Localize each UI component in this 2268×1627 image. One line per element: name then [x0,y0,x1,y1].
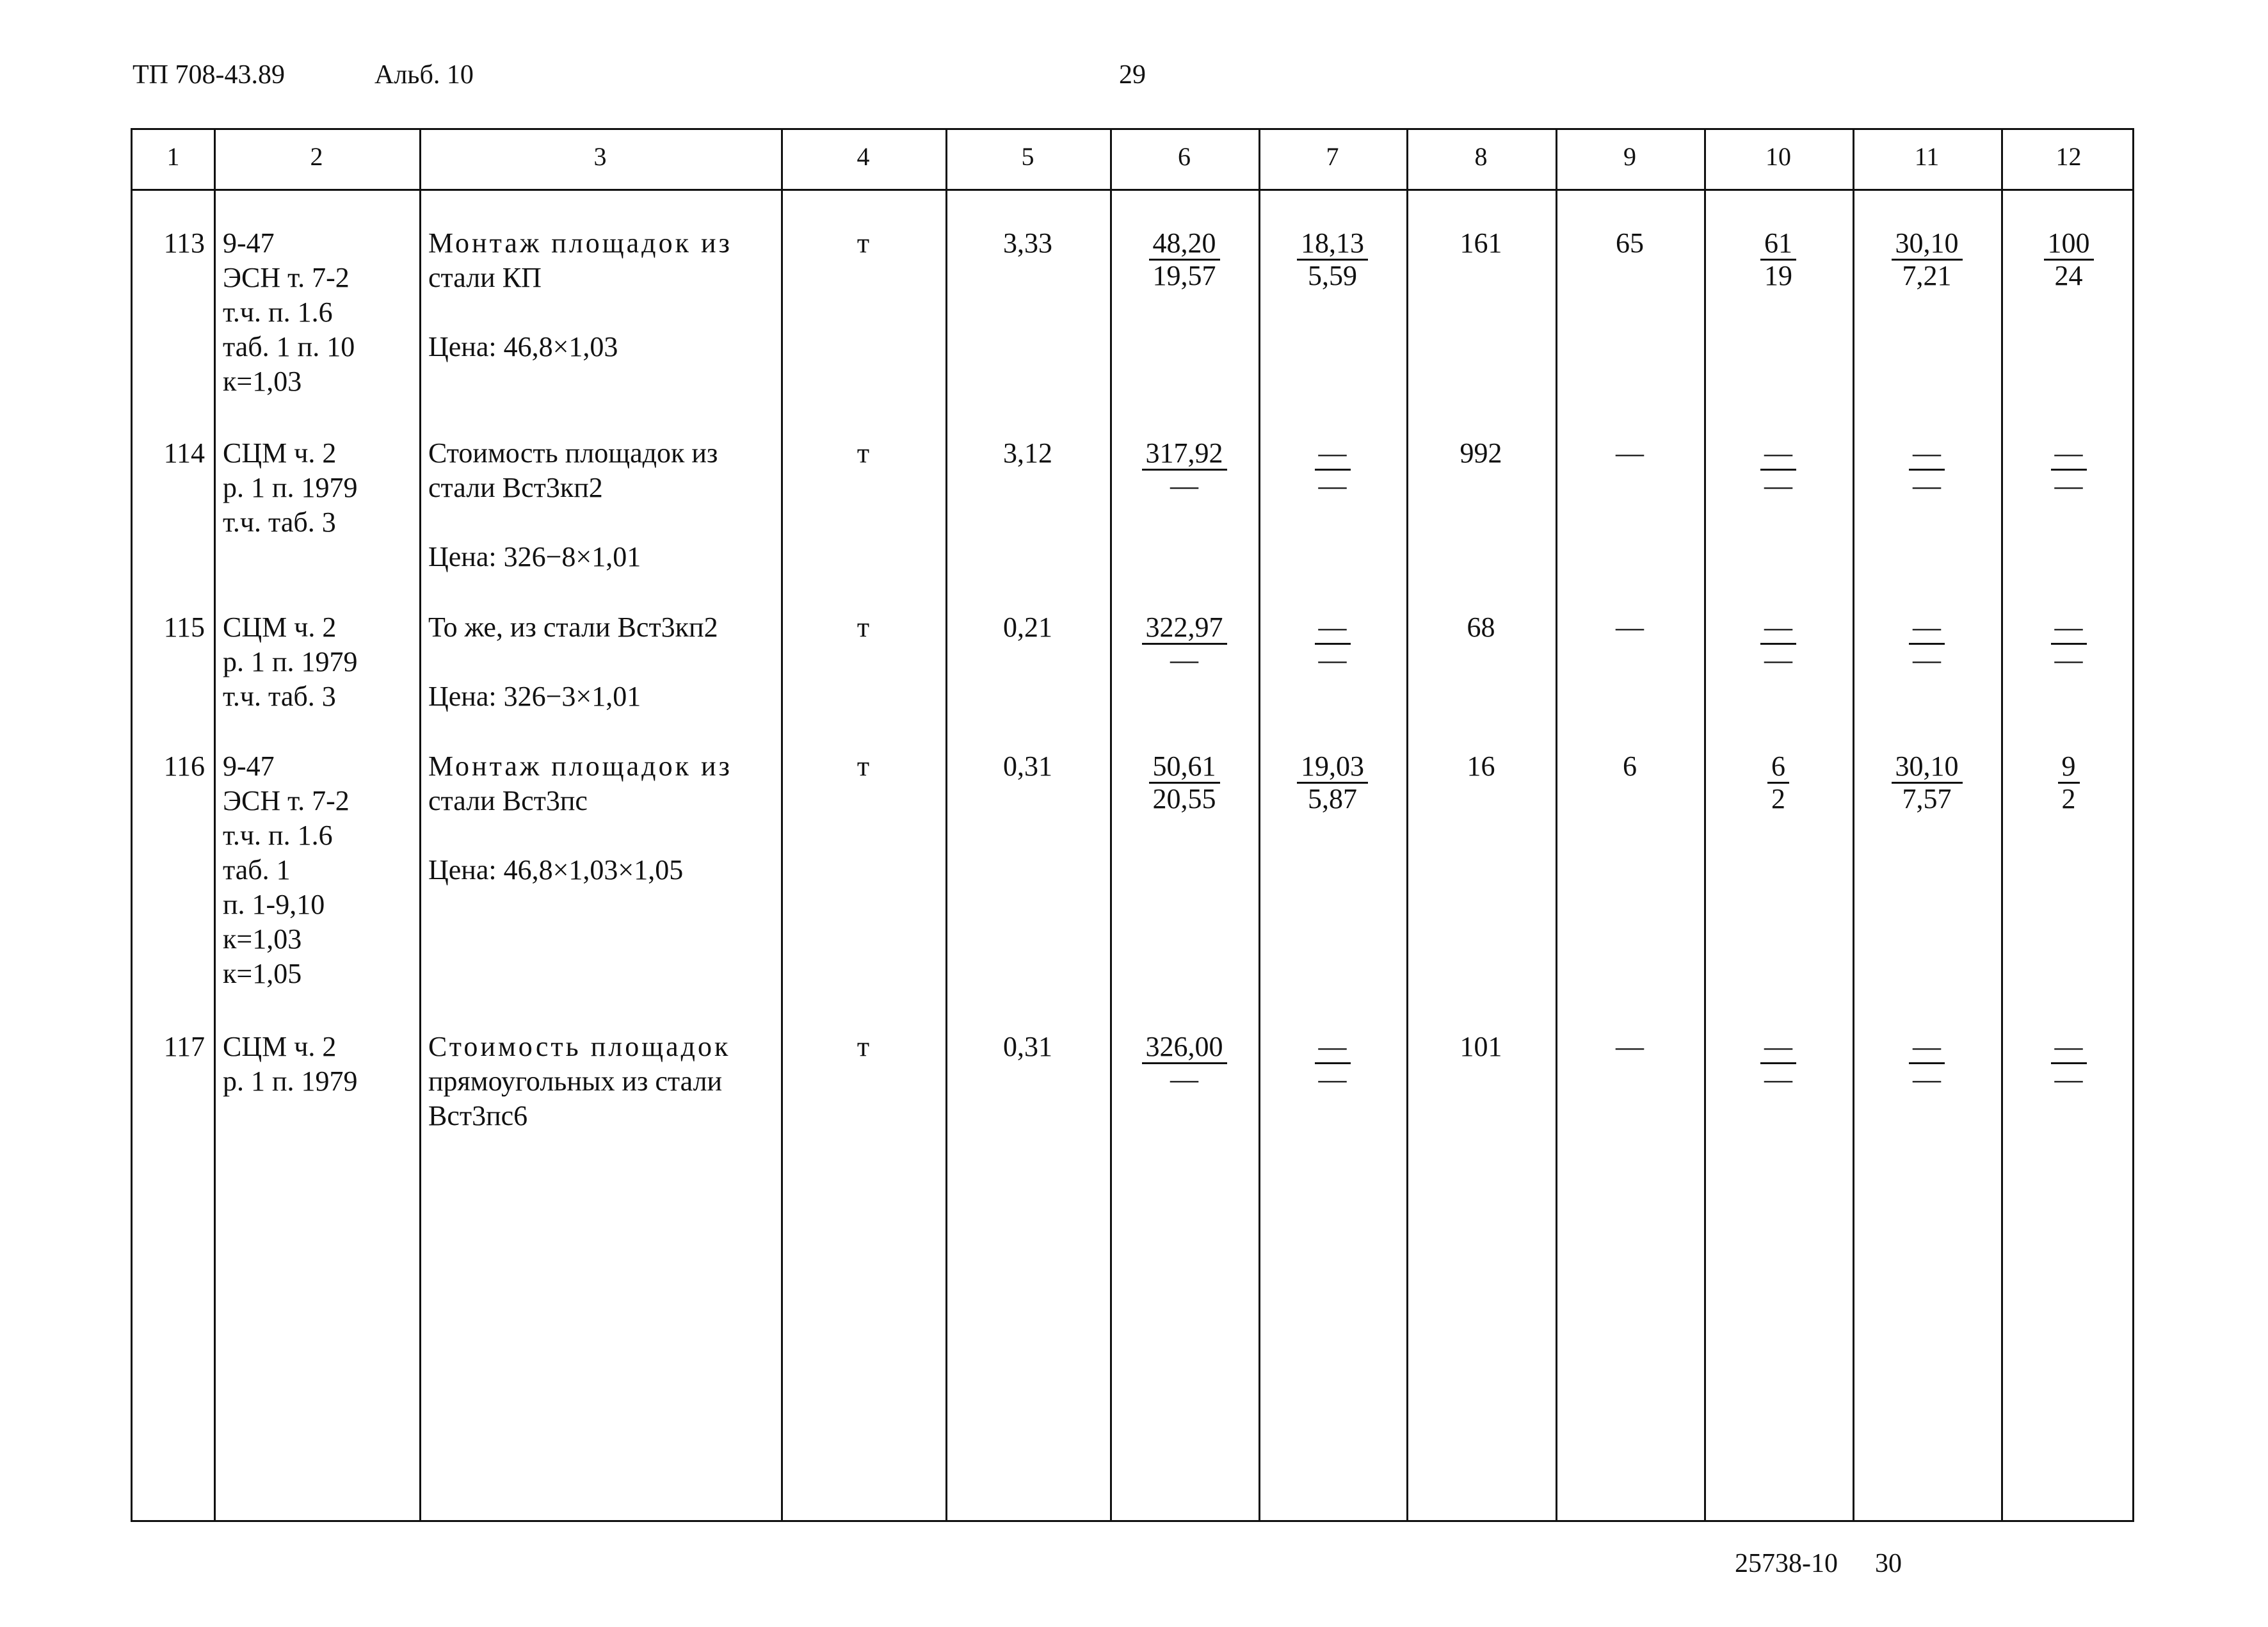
fraction-numerator: — [1760,612,1796,645]
col7-fraction [1297,228,1368,291]
description-cell [428,226,772,364]
source-line: к=1,05 [223,958,302,989]
quantity: 0,31 [1003,1031,1052,1062]
col7-fraction [1297,751,1368,814]
col10-cell [1713,226,1844,291]
fraction-denominator: — [1170,1064,1198,1095]
source-line: 9-47 [223,227,275,259]
fraction-numerator: 61 [1760,228,1796,261]
column-divider [1853,130,1854,1520]
column-header: 10 [1765,142,1791,171]
source-line: р. 1 п. 1979 [223,646,358,677]
quantity: 0,31 [1003,750,1052,782]
col8-cell [1415,436,1547,471]
col9-cell [1564,1030,1695,1064]
fraction-denominator: — [2054,644,2083,676]
row-number: 115 [163,611,205,643]
col9-value: — [1616,611,1644,643]
column-divider [1406,130,1408,1520]
col6-cell [1119,749,1250,814]
fraction-denominator: 5,59 [1308,260,1357,291]
unit-cell [790,226,937,261]
unit: т [857,611,870,643]
description-gap [428,818,772,853]
column-divider [1704,130,1706,1520]
row-number-cell [141,610,205,645]
source-line: р. 1 п. 1979 [223,1065,358,1097]
source-cell [223,610,410,714]
fraction-denominator: 7,21 [1902,260,1952,291]
col6-cell [1119,436,1250,501]
col11-fraction [1909,1032,1945,1095]
unit-cell [790,436,937,471]
col11-fraction [1892,751,1963,814]
fraction-numerator: — [1909,612,1945,645]
column-header: 11 [1914,142,1940,171]
column-divider [945,130,947,1520]
col8-value: 68 [1467,611,1495,643]
fraction-denominator: — [2054,470,2083,501]
source-cell [223,436,410,540]
quantity-cell [954,1030,1101,1064]
col6-cell [1119,1030,1250,1095]
column-header: 3 [593,142,607,171]
album-label: Альб. 10 [374,60,474,90]
col12-cell [2010,1030,2127,1095]
unit: т [857,437,870,469]
description-cell [428,749,772,887]
description-gap [428,645,772,679]
column-header: 8 [1474,142,1488,171]
fraction-denominator: — [1764,1064,1792,1095]
fraction-numerator: 322,97 [1142,612,1227,645]
description-line: Стоимость площадок [428,1031,731,1062]
source-line: СЦМ ч. 2 [223,437,337,469]
column-divider [1110,130,1112,1520]
description-line: Монтаж площадок из [428,750,732,782]
fraction-numerator: 30,10 [1892,751,1963,784]
description-cell [428,436,772,574]
col8-value: 16 [1467,750,1495,782]
fraction-denominator: 24 [2054,260,2083,291]
fraction-denominator: — [1764,644,1792,676]
col9-cell [1564,226,1695,261]
fraction-numerator: 9 [2058,751,2080,784]
column-divider [419,130,421,1520]
row-number: 114 [163,437,205,469]
column-divider [1556,130,1557,1520]
col12-fraction [2051,1032,2087,1095]
fraction-numerator: — [1760,438,1796,471]
fraction-denominator: 2 [1771,783,1785,814]
column-header: 12 [2055,142,2082,171]
source-line: т.ч. п. 1.6 [223,820,333,851]
fraction-numerator: — [1315,1032,1351,1064]
source-line: к=1,03 [223,366,302,397]
source-cell [223,1030,410,1099]
description-line: Стоимость площадок из [428,437,718,469]
source-line: к=1,03 [223,923,302,955]
col9-value: — [1616,1031,1644,1062]
fraction-denominator: — [1318,470,1347,501]
quantity-cell [954,610,1101,645]
col10-cell [1713,436,1844,501]
source-line: СЦМ ч. 2 [223,611,337,643]
fraction-numerator: 48,20 [1149,228,1220,261]
column-header: 2 [310,142,323,171]
col11-cell [1862,610,1992,676]
fraction-denominator: — [1913,1064,1941,1095]
unit-cell [790,1030,937,1064]
fraction-denominator: 20,55 [1152,783,1216,814]
row-number: 117 [163,1031,205,1062]
col7-cell [1267,610,1397,676]
col12-fraction [2058,751,2080,814]
fraction-numerator: 6 [1767,751,1789,784]
fraction-denominator: 19,57 [1152,260,1216,291]
col12-fraction [2044,228,2094,291]
column-header: 9 [1623,142,1636,171]
col8-value: 992 [1460,437,1502,469]
description-gap [428,295,772,330]
page-number: 29 [1119,60,1146,90]
estimate-table [131,128,2134,1522]
source-line: 9-47 [223,750,275,782]
col6-fraction [1149,751,1220,814]
fraction-numerator: 18,13 [1297,228,1368,261]
col9-cell [1564,610,1695,645]
description-gap [428,505,772,540]
col11-cell [1862,436,1992,501]
column-divider [2001,130,2003,1520]
col10-fraction [1760,1032,1796,1095]
row-number-cell [141,1030,205,1064]
fraction-denominator: — [1913,470,1941,501]
col9-value: — [1616,437,1644,469]
description-cell [428,1030,772,1133]
column-header: 7 [1326,142,1339,171]
description-cell [428,610,772,714]
col12-cell [2010,436,2127,501]
source-line: т.ч. таб. 3 [223,506,336,538]
fraction-numerator: 326,00 [1142,1032,1227,1064]
col12-fraction [2051,612,2087,676]
footer-code: 25738-10 [1735,1549,1838,1578]
col6-fraction [1142,438,1227,501]
col10-fraction [1760,612,1796,676]
col7-cell [1267,1030,1397,1095]
fraction-denominator: — [1318,644,1347,676]
description-line: стали Вст3кп2 [428,472,603,503]
description-line: Монтаж площадок из [428,227,732,259]
description-line: стали КП [428,262,542,293]
col8-value: 101 [1460,1031,1502,1062]
quantity-cell [954,226,1101,261]
column-header: 1 [166,142,180,171]
col9-value: 6 [1623,750,1637,782]
fraction-numerator: 100 [2044,228,2094,261]
col8-cell [1415,1030,1547,1064]
col12-cell [2010,226,2127,291]
fraction-denominator: — [1913,644,1941,676]
col6-fraction [1149,228,1220,291]
price-formula: Цена: 326−8×1,01 [428,541,641,572]
row-number-cell [141,749,205,784]
col6-fraction [1142,612,1227,676]
col9-value: 65 [1616,227,1644,259]
col7-cell [1267,749,1397,814]
col8-cell [1415,226,1547,261]
fraction-numerator: — [2051,612,2087,645]
unit: т [857,1031,870,1062]
source-line: таб. 1 п. 10 [223,331,355,362]
col10-cell [1713,749,1844,814]
fraction-numerator: — [2051,438,2087,471]
col11-cell [1862,1030,1992,1095]
col7-fraction [1315,1032,1351,1095]
col9-cell [1564,436,1695,471]
fraction-numerator: — [2051,1032,2087,1064]
price-formula: Цена: 326−3×1,01 [428,681,641,712]
fraction-denominator: 7,57 [1902,783,1952,814]
quantity: 0,21 [1003,611,1052,643]
unit-cell [790,610,937,645]
fraction-numerator: — [1315,438,1351,471]
source-line: т.ч. таб. 3 [223,681,336,712]
fraction-numerator: — [1909,1032,1945,1064]
fraction-numerator: — [1909,438,1945,471]
fraction-numerator: 317,92 [1142,438,1227,471]
column-header: 4 [857,142,870,171]
fraction-denominator: — [1170,644,1198,676]
row-number: 116 [163,750,205,782]
fraction-numerator: — [1315,612,1351,645]
fraction-numerator: 50,61 [1149,751,1220,784]
col11-fraction [1909,438,1945,501]
fraction-denominator: 19 [1764,260,1792,291]
col12-fraction [2051,438,2087,501]
source-line: п. 1-9,10 [223,889,325,920]
col10-fraction [1760,228,1796,291]
fraction-denominator: — [2054,1064,2083,1095]
column-divider [781,130,783,1520]
column-divider [214,130,216,1520]
fraction-numerator: — [1760,1032,1796,1064]
fraction-denominator: — [1318,1064,1347,1095]
col10-fraction [1760,438,1796,501]
column-divider [1259,130,1260,1520]
col7-cell [1267,436,1397,501]
description-line: стали Вст3пс [428,785,588,816]
col11-cell [1862,749,1992,814]
source-line: ЭСН т. 7-2 [223,262,350,293]
quantity-cell [954,436,1101,471]
col6-fraction [1142,1032,1227,1095]
column-header: 6 [1178,142,1191,171]
col7-fraction [1315,438,1351,501]
col7-cell [1267,226,1397,291]
source-cell [223,226,410,399]
row-number-cell [141,436,205,471]
col10-cell [1713,610,1844,676]
unit: т [857,750,870,782]
col12-cell [2010,749,2127,814]
description-line: Вст3пс6 [428,1100,528,1131]
page-footer [1735,1548,1902,1579]
fraction-denominator: 2 [2061,783,2076,814]
col6-cell [1119,610,1250,676]
description-line: То же, из стали Вст3кп2 [428,611,718,643]
source-line: ЭСН т. 7-2 [223,785,350,816]
document-code: ТП 708-43.89 [133,60,285,90]
col10-fraction [1767,751,1789,814]
col11-cell [1862,226,1992,291]
source-line: т.ч. п. 1.6 [223,296,333,328]
col7-fraction [1315,612,1351,676]
col10-cell [1713,1030,1844,1095]
source-line: СЦМ ч. 2 [223,1031,337,1062]
fraction-denominator: 5,87 [1308,783,1357,814]
unit-cell [790,749,937,784]
unit: т [857,227,870,259]
col11-fraction [1892,228,1963,291]
source-cell [223,749,410,991]
fraction-denominator: — [1170,470,1198,501]
col11-fraction [1909,612,1945,676]
fraction-numerator: 30,10 [1892,228,1963,261]
source-line: р. 1 п. 1979 [223,472,358,503]
quantity: 3,33 [1003,227,1052,259]
column-header: 5 [1021,142,1034,171]
row-number: 113 [163,227,205,259]
price-formula: Цена: 46,8×1,03×1,05 [428,854,684,886]
col9-cell [1564,749,1695,784]
col12-cell [2010,610,2127,676]
description-line: прямоугольных из стали [428,1065,723,1097]
source-line: таб. 1 [223,854,291,886]
header-divider [133,189,2132,191]
price-formula: Цена: 46,8×1,03 [428,331,618,362]
quantity: 3,12 [1003,437,1052,469]
fraction-numerator: 19,03 [1297,751,1368,784]
fraction-denominator: — [1764,470,1792,501]
col8-cell [1415,749,1547,784]
col8-cell [1415,610,1547,645]
col8-value: 161 [1460,227,1502,259]
footer-sheet: 30 [1875,1549,1902,1578]
row-number-cell [141,226,205,261]
quantity-cell [954,749,1101,784]
col6-cell [1119,226,1250,291]
